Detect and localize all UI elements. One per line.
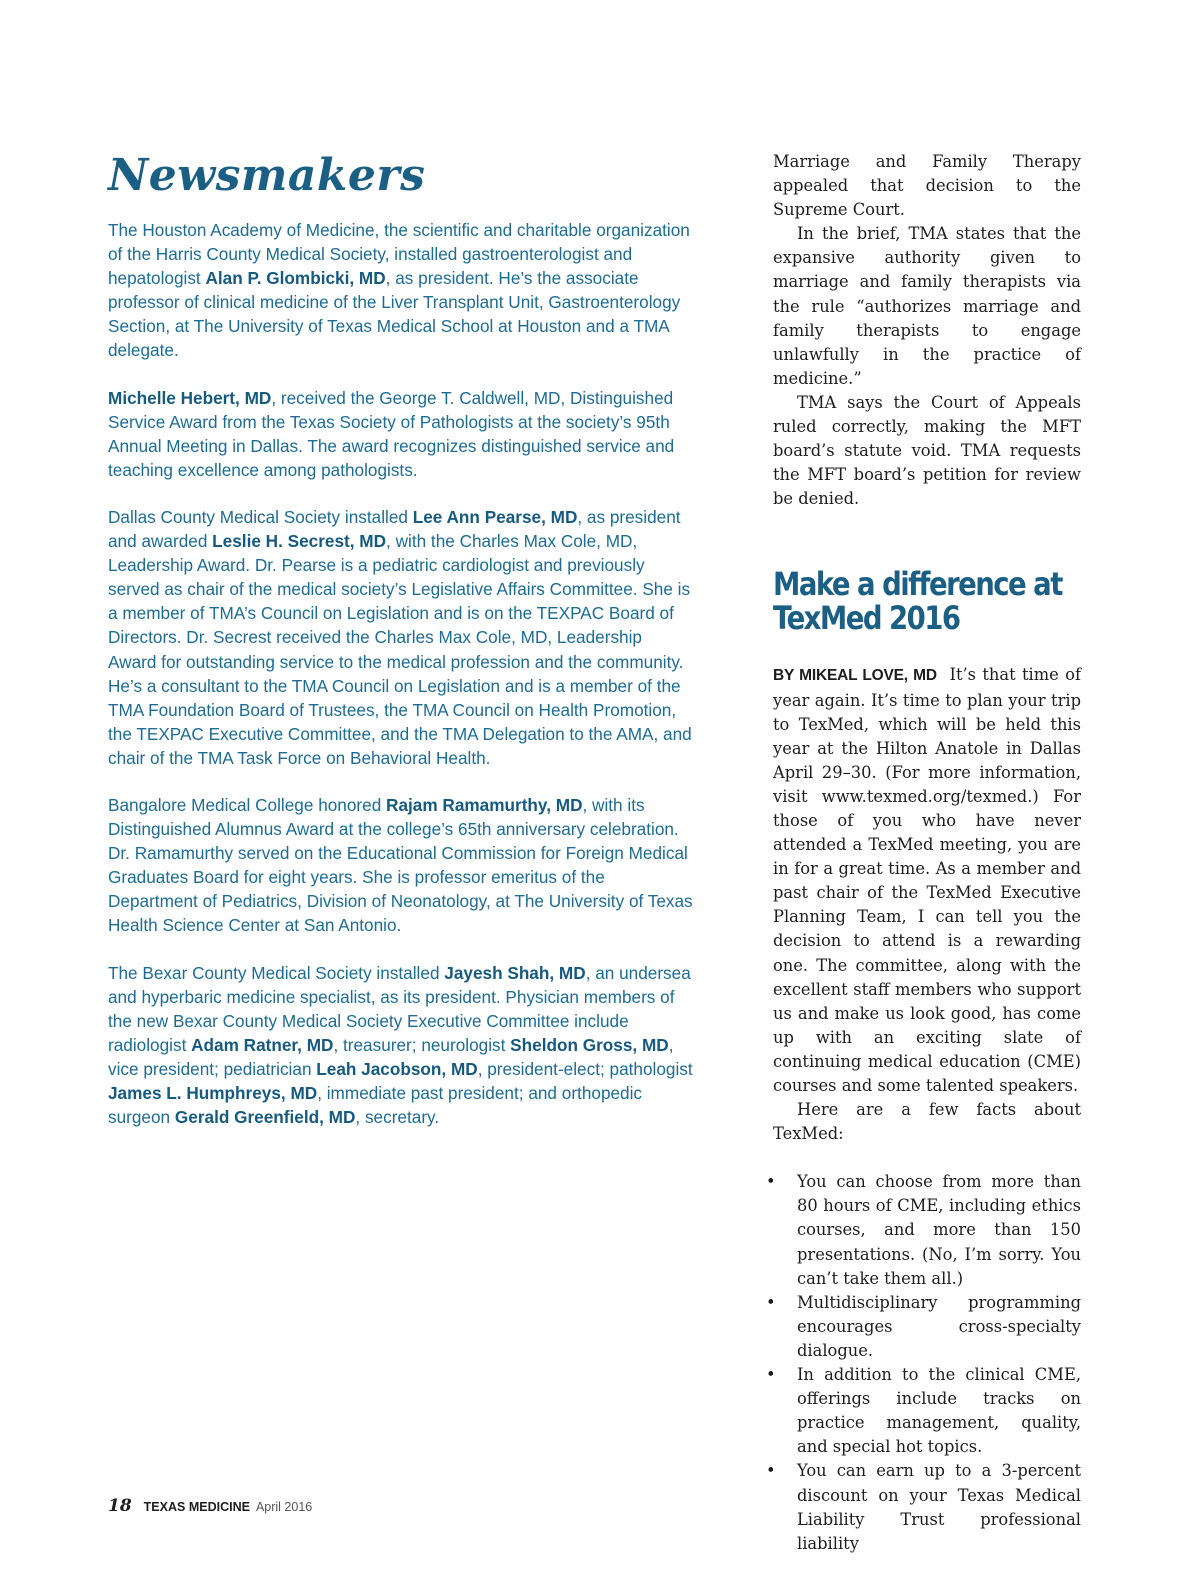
byline: BY MIKEAL LOVE, MD	[773, 667, 937, 685]
honoree-name: Leslie H. Secrest, MD	[212, 531, 387, 552]
honoree-name: Rajam Ramamurthy, MD	[386, 794, 583, 815]
texmed-intro-paragraph	[773, 663, 1081, 1098]
bullet-icon: •	[766, 1172, 776, 1192]
honoree-name: Michelle Hebert, MD	[108, 387, 272, 408]
mft-paragraph: TMA says the Court of Appeals ruled correctly, making the MFT board’s statute void. TMA requests the MFT board’s petition for review be denied.	[773, 392, 1081, 509]
honoree-name: Adam Ratner, MD	[191, 1034, 334, 1055]
paragraph-text: , with the Charles Max Cole, MD, Leadership Award. Dr. Pearse is a pediatric cardiologist and previously served as chair of the medical society’s Legislative Affairs Committee. She is a member of TMA’s Council on Legislation and is on the TEXPAC Board of Directors. Dr. Secrest received the Charles Max Cole, MD, Leadership Award for outstanding service to the medical profession and the community. He’s a consultant to the TMA Council on Legislation and is a member of the TMA Foundation Board of Trustees, the TMA Council on Health Promotion, the TEXPAC Executive Committee, and the TMA Delegation to the AMA, and chair of the TMA Task Force on Behavioral Health.	[108, 531, 692, 768]
publication-date: April 2016	[255, 1500, 313, 1514]
paragraph-text: , vice president; pediatrician	[108, 1034, 674, 1079]
paragraph-text: , as president and awarded	[108, 506, 681, 552]
honoree-name: Leah Jacobson, MD	[316, 1058, 478, 1079]
list-item-text: You can earn up to a 3-percent discount on your Texas Medical Liability Trust professional liability	[797, 1461, 1081, 1553]
paragraph-text: Dallas County Medical Society installed	[108, 506, 413, 527]
honoree-name: Sheldon Gross, MD	[510, 1034, 669, 1055]
heading-line: Make a difference at	[773, 565, 1062, 604]
paragraph-text: , president-elect; pathologist	[477, 1058, 693, 1079]
paragraph-text: , an undersea and hyperbaric medicine specialist, as its president. Physician members of the new Bexar County Medical Society Executive Committee include radiologist	[108, 962, 691, 1055]
heading-line: TexMed 2016	[773, 599, 960, 638]
publication-name: TEXAS MEDICINE	[143, 1500, 250, 1514]
texmed-facts-list	[766, 1170, 1081, 1556]
paragraph-text: Bangalore Medical College honored	[108, 794, 387, 815]
paragraph-text: , as president. He’s the associate professor of clinical medicine of the Liver Transplant Unit, Gastroenterology Section, at The University of Texas Medical School at Houston and a TMA delegate.	[108, 268, 681, 361]
honoree-name: James L. Humphreys, MD	[108, 1083, 318, 1103]
list-item-text: Multidisciplinary programming encourages cross-specialty dialogue.	[797, 1292, 1081, 1360]
bullet-icon: •	[766, 1461, 776, 1481]
paragraph-text: , received the George T. Caldwell, MD, Distinguished Service Award from the Texas Society of Pathologists at the society’s 95th Annual Meeting in Dallas. The award recognizes distinguished service and teaching excellence among pathologists.	[108, 387, 675, 480]
honoree-name: Jayesh Shah, MD	[444, 962, 586, 983]
newsmakers-title: Newsmakers	[108, 150, 426, 201]
texmed-heading	[773, 565, 1083, 638]
honoree-name: Lee Ann Pearse, MD	[412, 506, 578, 527]
page-number: 18	[108, 1496, 132, 1516]
newsmaker-paragraph	[108, 961, 693, 1130]
list-item-text: You can choose from more than 80 hours of CME, including ethics courses, and more than 150 presentations. (No, I’m sorry. You can’t take them all.)	[797, 1172, 1081, 1288]
page-footer	[108, 1496, 312, 1516]
bullet-icon: •	[766, 1365, 776, 1385]
paragraph-text: , treasurer; neurologist	[333, 1034, 511, 1055]
paragraph-text: , secretary.	[355, 1107, 440, 1128]
list-item-text: In addition to the clinical CME, offerings include tracks on practice management, quality, and special hot topics.	[797, 1365, 1081, 1457]
bullet-icon: •	[766, 1292, 776, 1312]
mft-paragraph: Marriage and Family Therapy appealed that decision to the Supreme Court.	[773, 152, 1081, 220]
list-item	[766, 1459, 1081, 1555]
newsmaker-paragraph	[108, 386, 693, 482]
honoree-name: Gerald Greenfield, MD	[174, 1107, 356, 1128]
newsmaker-paragraph	[108, 505, 693, 770]
list-item	[766, 1291, 1081, 1363]
paragraph-text: , with its Distinguished Alumnus Award at the college’s 65th anniversary celebration. Dr. Ramamurthy served on the Educational Commission for Foreign Medical Graduates Board for eight years. She is professor emeritus of the Department of Pediatrics, Division of Neonatology, at The University of Texas Health Science Center at San Antonio.	[108, 794, 693, 936]
paragraph-text: , immediate past president; and orthopedic surgeon	[108, 1083, 643, 1128]
right-column	[766, 150, 1081, 1556]
paragraph-text: The Houston Academy of Medicine, the scientific and charitable organization of the Harris County Medical Society, installed gastroenterologist and hepatologist	[108, 220, 690, 289]
mft-paragraph: In the brief, TMA states that the expansive authority given to marriage and family therapists via the rule “authorizes marriage and family therapists to engage unlawfully in the practice of medicine.”	[773, 224, 1081, 388]
list-item	[766, 1363, 1081, 1459]
paragraph-text: The Bexar County Medical Society installed	[108, 962, 445, 983]
texmed-facts-intro: Here are a few facts about TexMed:	[773, 1100, 1081, 1144]
newsmaker-paragraph	[108, 793, 693, 938]
newsmaker-paragraph	[108, 218, 693, 363]
list-item	[766, 1170, 1081, 1290]
paragraph-text: It’s that time of year again. It’s time to plan your trip to TexMed, which will be held this year at the Hilton Anatole in Dallas April 29–30. (For more information, visit www.texmed.org/texmed.) For those of you who have never attended a TexMed meeting, you are in for a great time. As a member and past chair of the TexMed Executive Planning Team, I can tell you the decision to attend is a rewarding one. The committee, along with the excellent staff members who support us and make us look good, has come up with an exciting slate of continuing medical education (CME) courses and some talented speakers.	[773, 665, 1081, 1095]
honoree-name: Alan P. Glombicki, MD	[205, 268, 386, 289]
newsmakers-column	[108, 148, 693, 1152]
